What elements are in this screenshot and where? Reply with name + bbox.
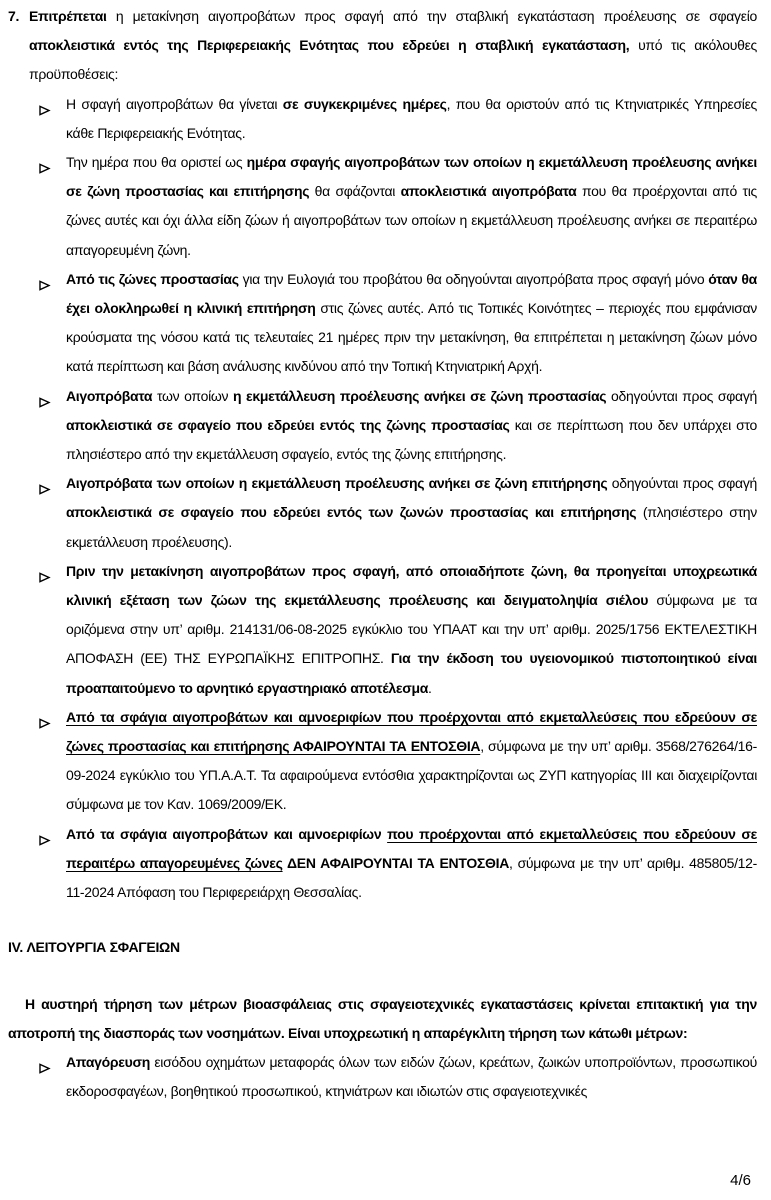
arrow-bullet-icon [38, 565, 51, 578]
list-item [8, 1048, 757, 1106]
text-run: για την Ευλογιά του προβάτου θα οδηγούνται αιγοπρόβατα προς σφαγή μόνο [238, 270, 709, 287]
list-item-text [66, 826, 757, 900]
arrow-bullet-icon [38, 828, 51, 841]
list-item-text [66, 96, 757, 141]
page-number: 4/6 [730, 1172, 751, 1189]
text-run: Από τα σφάγια αιγοπροβάτων και αμνοεριφίων που προέρχονται από εκμεταλλεύσεις που εδρεύουν σε ζώνες προστασίας και επιτήρησης ΑΦΑΙΡΟΥΝΤΑΙ ΤΑ ΕΝΤΟΣΘΙΑ [66, 708, 757, 755]
text-run: θα σφάζονται [309, 183, 401, 200]
arrow-bullet-icon [38, 156, 51, 169]
bullet-list-slaughterhouse-measures [8, 1048, 757, 1106]
text-run: , σύμφωνα με την υπ’ αριθμ. 3568/276264/16-09-2024 εγκύκλιο του ΥΠ.Α.Α.Τ. Τα αφαιρούμενα εντόσθια χαρακτηρίζονται ως ΖΥΠ κατηγορίας ΙΙΙ και διαχειρίζονται σύμφωνα με τον Καν. 1069/2009/ΕΚ. [66, 738, 758, 813]
text-run: σύμφωνα με τα οριζόμενα στην υπ’ αριθμ. 214131/06-08-2025 εγκύκλιο του ΥΠΑΑΤ και την υπ’ αριθμ. 2025/1756 ΕΚΤΕΛΕΣΤΙΚΗ ΑΠΟΦΑΣΗ (ΕΕ) ΤΗΣ ΕΥΡΩΠΑΪΚΗΣ ΕΠΙΤΡΟΠΗΣ. [66, 592, 757, 667]
text-run: Την ημέρα που θα οριστεί ως [66, 154, 247, 171]
text-run: στις ζώνες αυτές. Από τις Τοπικές Κοινότητες – περιοχές που εμφάνισαν κρούσματα της νόσου κατά τις τελευταίες 21 ημέρες πριν την μετακίνηση, θα επιτρέπεται η μετακίνηση ζώων μόνο κατά περίπτωση και βάση ανάλυσης κινδύνου από την Τοπική Κτηνιατρική Αρχή. [66, 300, 757, 375]
text-run: οδηγούνται προς σφαγή [607, 475, 758, 492]
text-run: Η σφαγή αιγοπροβάτων θα γίνεται [66, 95, 283, 112]
paragraph-number: 7. [8, 8, 20, 24]
section-iv-heading: IV. ΛΕΙΤΟΥΡΓΙΑ ΣΦΑΓΕΙΩΝ [8, 939, 180, 956]
paragraph-text [29, 8, 757, 82]
text-run: και σε περίπτωση που δεν υπάρχει στο πλησιέστερο από την εκμετάλλευση σφαγείο, εντός της ζώνης επιτήρησης. [66, 416, 757, 463]
text-run: Η αυστηρή τήρηση των μέτρων βιοασφάλειας στις σφαγειοτεχνικές εγκαταστάσεις κρίνεται επιτακτική για την αποτροπή της διασποράς των νοσημάτων. Είναι υποχρεωτική η απαρέγκλιτη τήρηση των κάτωθι μέτρων: [8, 995, 757, 1041]
text-run: όταν θα έχει ολοκληρωθεί η κλινική επιτήρηση [66, 270, 757, 317]
arrow-bullet-icon [38, 477, 51, 490]
list-item [8, 703, 757, 820]
text-run: Αιγοπρόβατα [66, 387, 153, 404]
text-run: σε συγκεκριμένες ημέρες [282, 95, 447, 112]
text-run: , σύμφωνα με την υπ’ αριθμ. 485805/12-11-2024 Απόφαση του Περιφερειάρχη Θεσσαλίας. [66, 854, 757, 901]
text-run: των οποίων [152, 387, 233, 404]
text-run: αποκλειστικά αιγοπρόβατα [400, 183, 577, 200]
text-run: Πριν την μετακίνηση αιγοπροβάτων προς σφαγή, από οποιαδήποτε ζώνη, θα προηγείται υποχρεωτικά κλινική εξέταση των ζώων της εκμετάλλευσης προέλευσης και δειγματοληψία σιέλου [66, 562, 757, 609]
text-run: Απαγόρευση [66, 1053, 150, 1070]
text-run: Επιτρέπεται [29, 8, 107, 24]
arrow-bullet-icon [38, 273, 51, 286]
text-run: Από τις ζώνες προστασίας [66, 270, 239, 287]
list-item-text [66, 154, 757, 258]
arrow-bullet-icon [38, 390, 51, 403]
list-item-text [66, 475, 757, 549]
list-item-text [66, 388, 757, 462]
text-run: αποκλειστικά εντός της Περιφερειακής Ενότητας που εδρεύει η σταβλική εγκατάσταση, [29, 37, 630, 54]
text-run: που θα προέρχονται από τις ζώνες αυτές και όχι άλλα είδη ζώων ή αιγοπροβάτων των οποίων η εκμετάλλευση προέλευσης ανήκει σε περαιτέρω απαγορευμένη ζώνη. [66, 183, 757, 258]
list-item [8, 265, 757, 382]
text-run: οδηγούνται προς σφαγή [606, 387, 758, 404]
arrow-bullet-icon [38, 1056, 51, 1069]
list-item [8, 557, 757, 703]
text-run: αποκλειστικά σε σφαγείο που εδρεύει εντός των ζωνών προστασίας και επιτήρησης [66, 504, 637, 521]
text-run: ημέρα σφαγής αιγοπροβάτων των οποίων η εκμετάλλευση προέλευσης ανήκει σε ζώνη προστασίας και επιτήρησης [66, 154, 757, 200]
section-iv-intro-paragraph [8, 990, 757, 1048]
text-run: Αιγοπρόβατα των οποίων η εκμετάλλευση προέλευσης ανήκει σε ζώνη επιτήρησης [66, 475, 608, 492]
list-item [8, 382, 757, 470]
text-run: η εκμετάλλευση προέλευσης ανήκει σε ζώνη προστασίας [233, 387, 607, 404]
text-run: Από τα σφάγια αιγοπροβάτων και αμνοεριφίων [66, 825, 388, 842]
text-run: Για την έκδοση του υγειονομικού πιστοποιητικού είναι προαπαιτούμενο το αρνητικό εργαστηριακό αποτέλεσμα [66, 650, 757, 696]
text-run: εισόδου οχημάτων μεταφοράς όλων των ειδών ζώων, κρεάτων, ζωικών υποπροϊόντων, προσωπικού εκδοροσφαγέων, βοηθητικού προσωπικού, κτηνιάτρων και ιδιωτών στις σφαγειοτεχνικές [66, 1053, 757, 1100]
list-item-text [66, 1054, 757, 1099]
list-item-text [66, 709, 757, 813]
list-item [8, 90, 757, 148]
arrow-bullet-icon [38, 711, 51, 724]
text-run: (πλησιέστερο στην εκμετάλλευση προέλευσης). [66, 504, 757, 550]
text-run: υπό τις ακόλουθες προϋποθέσεις: [29, 37, 757, 83]
list-item-text [66, 563, 757, 696]
bullet-list-movement-conditions [8, 90, 757, 908]
text-run: . [428, 679, 432, 696]
text-run: , που θα οριστούν από τις Κτηνιατρικές Υπηρεσίες κάθε Περιφερειακής Ενότητας. [66, 95, 757, 141]
list-item [8, 469, 757, 557]
list-item [8, 148, 757, 265]
numbered-paragraph-7 [8, 2, 757, 90]
text-run: αποκλειστικά σε σφαγείο που εδρεύει εντός της ζώνης προστασίας [66, 416, 510, 433]
arrow-bullet-icon [38, 98, 51, 111]
list-item [8, 820, 757, 908]
text-run: η μετακίνηση αιγοπροβάτων προς σφαγή από την σταβλική εγκατάσταση προέλευσης σε σφαγείο [106, 8, 757, 24]
text-run: ΔΕΝ ΑΦΑΙΡΟΥΝΤΑΙ ΤΑ ΕΝΤΟΣΘΙΑ [282, 854, 510, 871]
text-run: που προέρχονται από εκμεταλλεύσεις που εδρεύουν σε περαιτέρω απαγορευμένες ζώνες [66, 825, 757, 871]
list-item-text [66, 271, 757, 375]
